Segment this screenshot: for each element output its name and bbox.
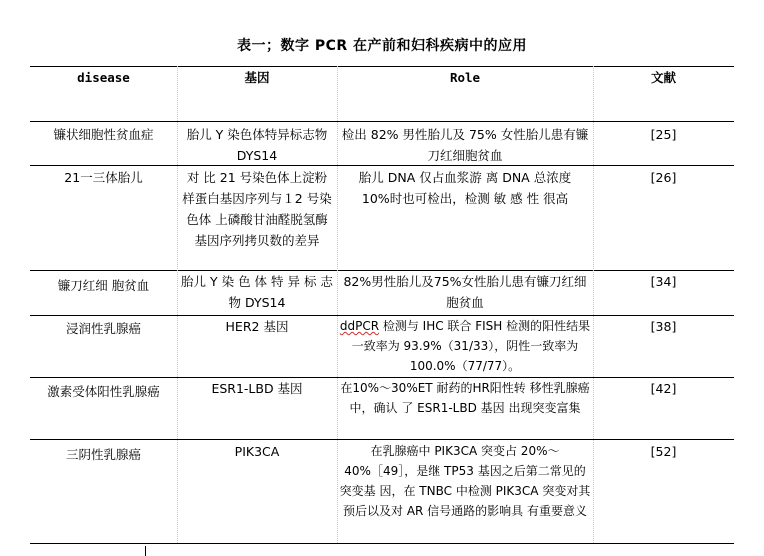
cell-reference: [38]: [650, 319, 677, 334]
cell-gene: 胎儿 Y 染色体特异标志物 DYS14: [186, 127, 328, 163]
cell-role: 胎儿 DNA 仅占血浆游 离 DNA 总浓度 10%时也可检出，检测 敏 感 性 很高: [358, 170, 572, 206]
cell-reference: [42]: [650, 381, 677, 396]
table-bottom-rule: [30, 543, 734, 544]
cell-role: 在乳腺癌中 PIK3CA 突变占 20%～40%［49］，是继 TP53 基因之后第二常见的突变基 因，在 TNBC 中检测 PIK3CA 突变对其预后以及对 AR 信号通路的影响具 有重要意义: [339, 444, 591, 518]
cell-role: 在10%～30%ET 耐药的HR阳性转 移性乳腺癌中，确认 了 ESR1-LBD 基因 出现突变富集: [340, 381, 590, 415]
cell-reference: [25]: [650, 127, 677, 142]
cell-gene: PIK3CA: [234, 444, 280, 459]
cell-role-text: 检测与 IHC 联合 FISH 检测的阳性结果一致率为 93.9%（31/33），阴性一致率为 100.0%（77/77）。: [351, 319, 591, 373]
header-role: Role: [449, 70, 481, 85]
cell-role: [337, 316, 593, 376]
cell-role: 82%男性胎儿及75%女性胎儿患有镰刀红细 胞贫血: [343, 274, 587, 310]
table-title: 表一；数字 PCR 在产前和妇科疾病中的应用: [236, 38, 528, 54]
cell-disease: 21一三体胎儿: [64, 170, 143, 185]
cell-reference: [34]: [650, 274, 677, 289]
cell-role: 检出 82% 男性胎儿及 75% 女性胎儿患有镰刀红细胞贫血: [341, 127, 589, 163]
cell-disease: 三阴性乳腺癌: [65, 447, 141, 462]
header-gene: 基因: [244, 70, 270, 85]
cell-gene: HER2 基因: [225, 319, 289, 334]
cell-disease: 镰刀红细 胞贫血: [57, 278, 150, 293]
header-disease: disease: [77, 70, 130, 85]
cell-disease: 激素受体阳性乳腺癌: [47, 384, 160, 399]
text-cursor: [145, 546, 146, 556]
cell-reference: [26]: [650, 170, 677, 185]
row-divider: [30, 439, 734, 440]
cell-gene: 对 比 21 号染色体上淀粉样蛋白基因序列与１2 号染色体 上磷酸甘油醛脱氢酶基因序列拷贝数的差异: [182, 170, 332, 248]
cell-disease: 浸润性乳腺癌: [65, 321, 141, 336]
cell-disease: 镰状细胞性贫血症: [53, 127, 154, 142]
header-reference: 文献: [650, 70, 676, 85]
cell-reference: [52]: [650, 444, 677, 459]
header-bottom-rule: [30, 121, 734, 122]
cell-gene: ESR1-LBD 基因: [211, 381, 303, 396]
spellcheck-flagged-word: ddPCR: [339, 319, 380, 333]
cell-gene: 胎儿 Y 染 色 体 特 异 标 志 物 DYS14: [181, 274, 333, 310]
